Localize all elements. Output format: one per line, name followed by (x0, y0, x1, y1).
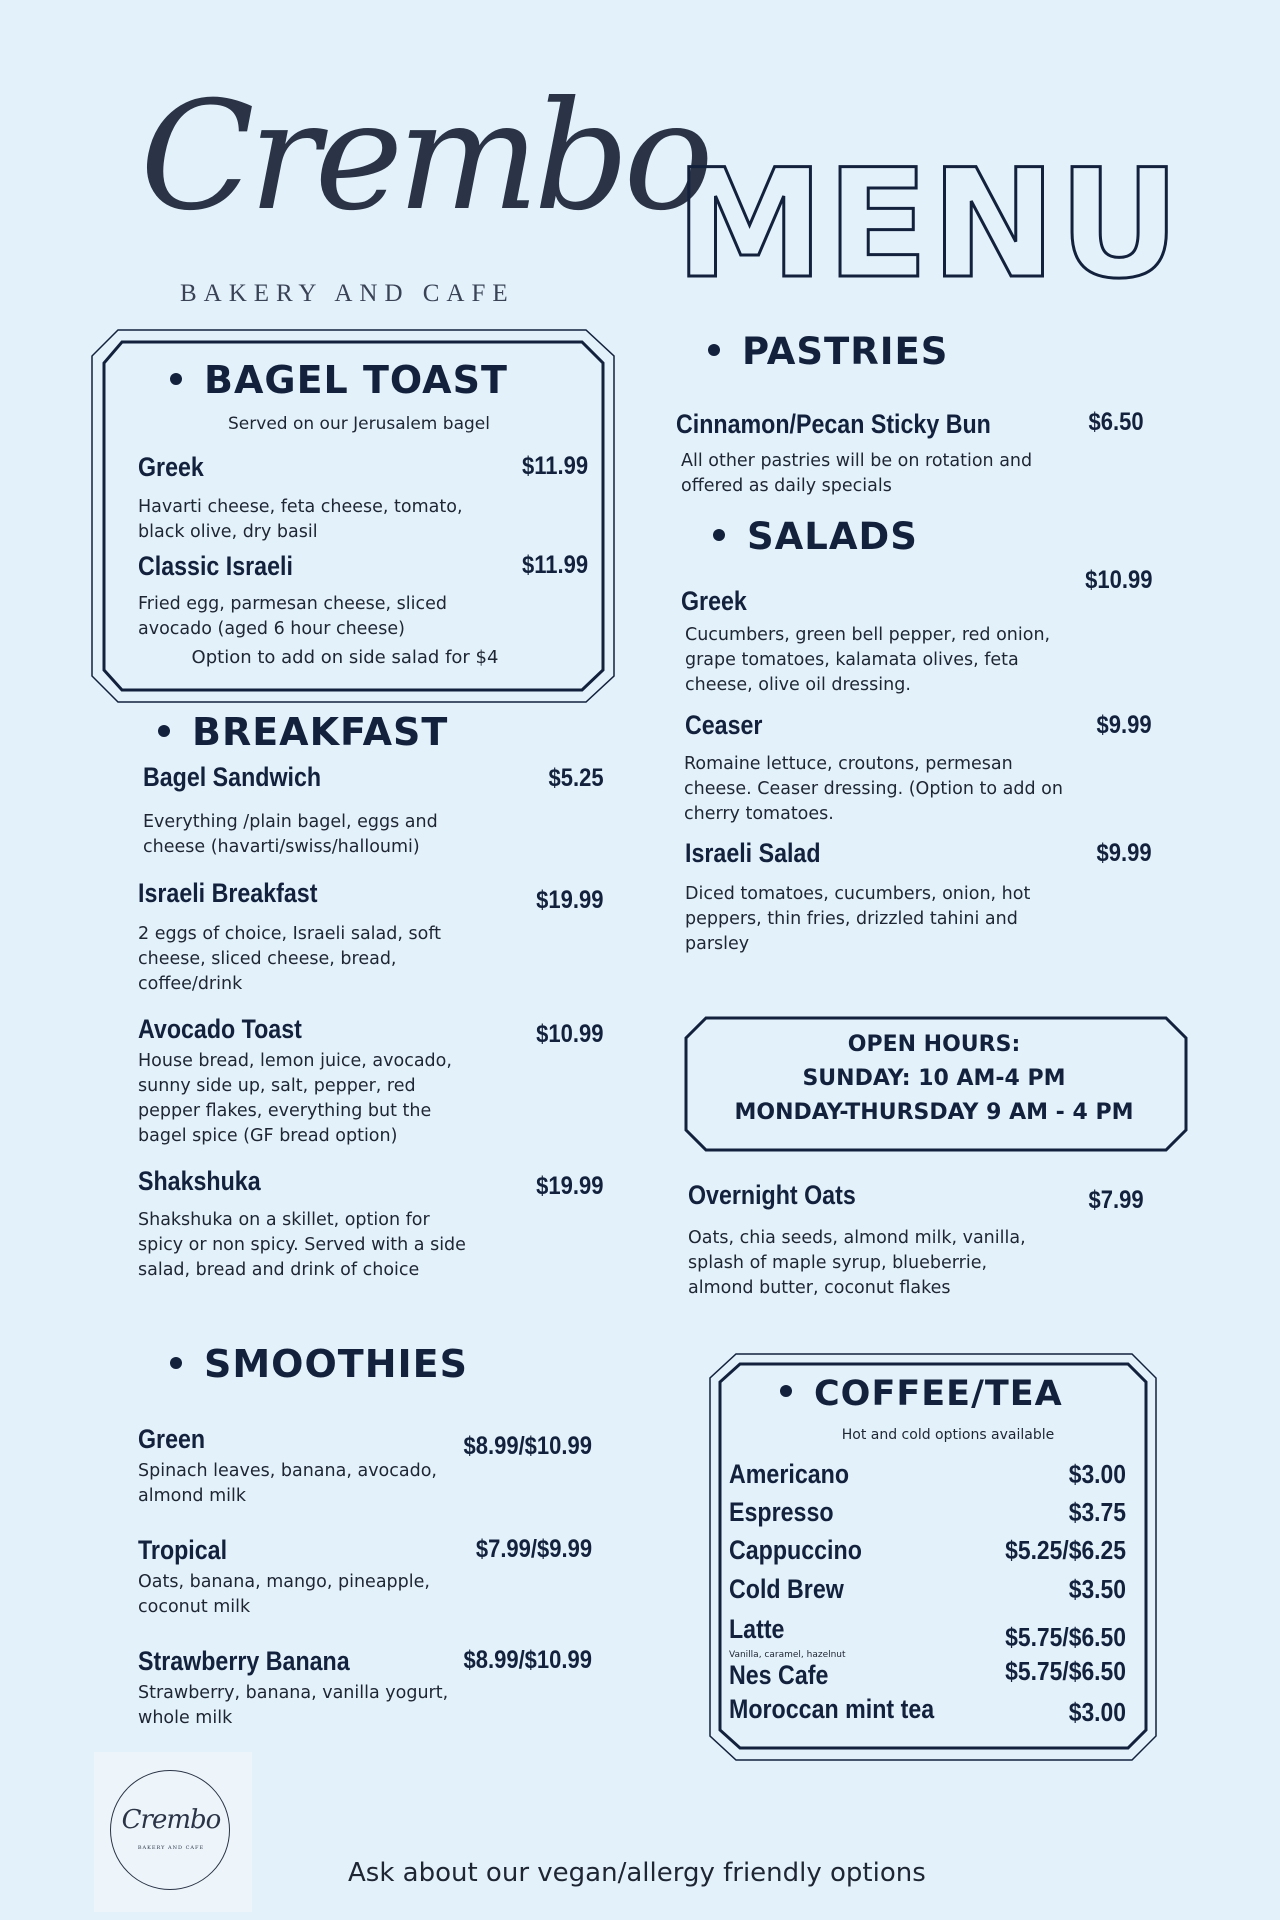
salad-item-price: $9.99 (1096, 711, 1152, 739)
brand-logo: Crembo (140, 70, 708, 244)
breakfast-heading-text: BREAKFAST (192, 710, 449, 754)
hours-title: OPEN HOURS: (847, 1032, 1021, 1057)
oats-item-name: Overnight Oats (688, 1180, 856, 1210)
salad-item-desc: Diced tomatoes, cucumbers, onion, hot peppers, thin fries, drizzled tahini and parsley (685, 884, 1031, 954)
coffee-heading-text: COFFEE/TEA (814, 1374, 1063, 1414)
footer-note: Ask about our vegan/allergy friendly options (348, 1858, 926, 1888)
coffee-item-name: Nes Cafe (729, 1660, 829, 1690)
salad-item-name: Israeli Salad (685, 838, 821, 868)
salad-item-desc: Romaine lettuce, croutons, permesan cheese. Ceaser dressing. (Option to add on cherry tomatoes. (684, 754, 1063, 824)
salad-item-price: $10.99 (1084, 566, 1152, 594)
bagel-toast-item-price: $11.99 (521, 452, 588, 480)
hours-weekdays: MONDAY-THURSDAY 9 AM - 4 PM (734, 1100, 1134, 1125)
coffee-item-name: Cappuccino (729, 1535, 862, 1565)
coffee-item-price: $5.75/$6.50 (1005, 1656, 1126, 1686)
bagel-toast-item-desc: Fried egg, parmesan cheese, sliced avocado (aged 6 hour cheese) (138, 594, 448, 639)
brand-subtitle: BAKERY AND CAFE (180, 280, 515, 307)
coffee-item-name: Latte (729, 1614, 785, 1644)
bagel-toast-item-desc: Havarti cheese, feta cheese, tomato, black olive, dry basil (138, 497, 463, 542)
salad-item-price: $9.99 (1096, 839, 1152, 867)
coffee-item-price: $3.50 (1068, 1574, 1126, 1604)
bagel-toast-item-price: $11.99 (521, 551, 588, 579)
badge-logo (110, 1770, 230, 1890)
pastry-item-name: Cinnamon/Pecan Sticky Bun (676, 409, 991, 439)
smoothie-item-name: Tropical (138, 1535, 228, 1565)
bagel-toast-note: Served on our Jerusalem bagel (228, 414, 490, 434)
coffee-item-price: $3.75 (1068, 1497, 1126, 1527)
coffee-item-name: Espresso (729, 1497, 834, 1527)
smoothies-heading (170, 1342, 468, 1386)
breakfast-item-desc: Everything /plain bagel, eggs and cheese (havarti/swiss/halloumi) (143, 812, 438, 857)
coffee-heading (780, 1374, 1063, 1414)
coffee-note: Hot and cold options available (841, 1427, 1055, 1443)
breakfast-heading (158, 710, 448, 754)
salads-heading (713, 515, 918, 558)
smoothies-heading-text: SMOOTHIES (204, 1342, 468, 1386)
coffee-item-name: Cold Brew (729, 1574, 844, 1604)
salads-heading-text: SALADS (747, 515, 918, 558)
breakfast-item-desc: 2 eggs of choice, Israeli salad, soft cheese, sliced cheese, bread, coffee/drink (138, 924, 442, 994)
pastry-item-price: $6.50 (1088, 408, 1144, 436)
pastries-heading (708, 330, 948, 373)
salad-item-desc: Cucumbers, green bell pepper, red onion, grape tomatoes, kalamata olives, feta cheese, olive oil dressing. (685, 625, 1051, 695)
salad-item-name: Greek (681, 586, 747, 616)
coffee-item-name: Moroccan mint tea (729, 1694, 935, 1724)
breakfast-item-name: Bagel Sandwich (143, 762, 322, 792)
badge-logo-name: Crembo (121, 1805, 221, 1835)
smoothie-item-price: $7.99/$9.99 (475, 1535, 592, 1563)
bullet-icon (170, 1357, 182, 1369)
breakfast-item-price: $10.99 (535, 1020, 603, 1048)
hours-sunday: SUNDAY: 10 AM-4 PM (802, 1066, 1066, 1091)
breakfast-item-desc: House bread, lemon juice, avocado, sunny side up, salt, pepper, red pepper flakes, everything but the bagel spice (GF bread option) (138, 1051, 452, 1146)
bagel-toast-footnote: Option to add on side salad for $4 (191, 647, 499, 668)
bullet-icon (170, 373, 182, 385)
smoothie-item-price: $8.99/$10.99 (463, 1646, 592, 1674)
bagel-toast-heading-text: BAGEL TOAST (204, 358, 508, 402)
pastry-item-desc: All other pastries will be on rotation and offered as daily specials (681, 451, 1033, 496)
breakfast-item-price: $5.25 (548, 764, 604, 792)
breakfast-item-name: Israeli Breakfast (138, 878, 318, 908)
coffee-item-price: $5.75/$6.50 (1005, 1622, 1126, 1652)
breakfast-item-desc: Shakshuka on a skillet, option for spicy or non spicy. Served with a side salad, bread and drink of choice (138, 1210, 466, 1280)
breakfast-item-name: Avocado Toast (138, 1014, 302, 1044)
salad-item-name: Ceaser (685, 710, 763, 740)
bagel-toast-heading (170, 358, 508, 402)
breakfast-item-price: $19.99 (535, 886, 603, 914)
bagel-toast-item-name: Greek (138, 452, 204, 482)
bullet-icon (158, 725, 170, 737)
bullet-icon (713, 529, 725, 541)
badge-logo-subtitle: BAKERY AND CAFE (137, 1845, 205, 1851)
pastries-heading-text: PASTRIES (742, 330, 949, 373)
coffee-item-name: Americano (729, 1459, 850, 1489)
bagel-toast-item-name: Classic Israeli (138, 551, 293, 581)
smoothie-item-desc: Strawberry, banana, vanilla yogurt, whole milk (138, 1683, 449, 1728)
bullet-icon (708, 344, 720, 356)
breakfast-item-price: $19.99 (535, 1172, 603, 1200)
smoothie-item-desc: Spinach leaves, banana, avocado, almond milk (138, 1461, 437, 1506)
breakfast-item-name: Shakshuka (138, 1166, 261, 1196)
smoothie-item-price: $8.99/$10.99 (463, 1432, 592, 1460)
coffee-item-price: $3.00 (1068, 1459, 1126, 1489)
oats-item-desc: Oats, chia seeds, almond milk, vanilla, splash of maple syrup, blueberrie, almond butter, coconut flakes (688, 1228, 1026, 1298)
smoothie-item-desc: Oats, banana, mango, pineapple, coconut milk (138, 1572, 430, 1617)
latte-flavor-note: Vanilla, caramel, hazelnut (729, 1650, 846, 1660)
bullet-icon (780, 1385, 792, 1397)
menu-title: MENU (675, 138, 1183, 312)
coffee-item-price: $3.00 (1068, 1697, 1126, 1727)
coffee-item-price: $5.25/$6.25 (1005, 1535, 1126, 1565)
smoothie-item-name: Green (138, 1424, 206, 1454)
oats-item-price: $7.99 (1088, 1186, 1144, 1214)
smoothie-item-name: Strawberry Banana (138, 1646, 350, 1676)
